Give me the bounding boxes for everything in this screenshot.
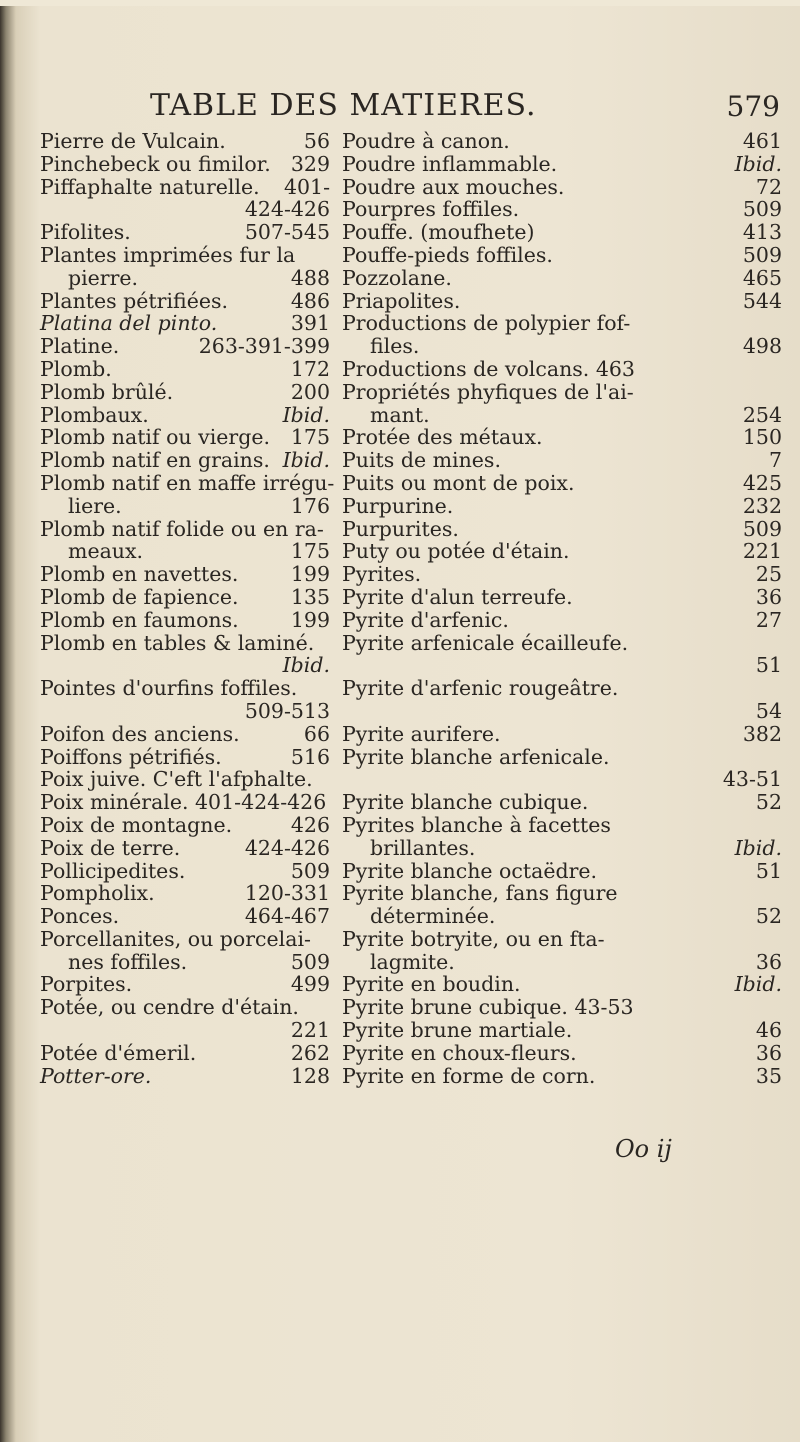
entry-text: Pyrites blanche à facettes: [342, 812, 611, 837]
entry-text: Pyrite blanche arfenicale.: [342, 744, 610, 769]
entry-text: Pourpres foffiles.: [342, 197, 520, 222]
entry-text: Poudre inflammable.: [342, 151, 558, 176]
entry-text: Piffaphalte naturelle.: [40, 174, 260, 199]
index-entry: [40, 791, 330, 814]
entry-text: files.: [370, 334, 420, 359]
signature-mark: Oo ij: [615, 1135, 672, 1163]
index-entry: [40, 130, 330, 153]
index-entry: [40, 312, 330, 335]
entry-page-ref: 72: [755, 174, 782, 199]
index-entry: [342, 312, 782, 335]
index-entry: [342, 1019, 782, 1042]
entry-text: brillantes.: [370, 835, 476, 860]
index-entry: [342, 518, 782, 541]
entry-page-ref: Ibid.: [734, 835, 782, 860]
entry-text: Pyrite botryite, ou en fta-: [342, 926, 605, 951]
entry-text: Pyrite aurifere.: [342, 721, 501, 746]
entry-text: Priapolites.: [342, 288, 461, 313]
index-entry: [342, 472, 782, 495]
index-entry: [342, 221, 782, 244]
entry-page-ref: 221: [290, 1018, 330, 1043]
index-entry: [40, 563, 330, 586]
entry-text: Puty ou potée d'étain.: [342, 539, 570, 564]
entry-page-ref: 175: [290, 425, 330, 450]
index-entry: [40, 221, 330, 244]
index-entry: [342, 768, 782, 791]
index-entry: [342, 563, 782, 586]
index-entry: [342, 153, 782, 176]
index-entry: [342, 244, 782, 267]
entry-page-ref: 199: [290, 607, 330, 632]
entry-page-ref: 461: [742, 129, 782, 153]
index-entry: [40, 198, 330, 221]
entry-text: Plomb brûlé.: [40, 379, 174, 404]
index-entry: [342, 1065, 782, 1088]
index-entry: [40, 404, 330, 427]
entry-text: Potée, ou cendre d'étain.: [40, 995, 299, 1020]
index-entry: [40, 609, 330, 632]
entry-page-ref: 464-467: [244, 904, 330, 929]
index-entry: [40, 973, 330, 996]
entry-text: Pyrite arfenicale écailleufe.: [342, 630, 629, 655]
index-entry: [342, 1042, 782, 1065]
index-entry: [342, 176, 782, 199]
entry-page-ref: 135: [290, 584, 330, 609]
entry-page-ref: 507-545: [244, 220, 330, 245]
entry-text: Plomb en tables & laminé.: [40, 630, 315, 655]
entry-page-ref: 199: [290, 562, 330, 587]
index-entry: [40, 632, 330, 655]
entry-text: Pifolites.: [40, 220, 131, 245]
entry-text: Plantes imprimées fur la: [40, 242, 296, 267]
header-title: TABLE DES MATIERES.: [150, 88, 537, 123]
entry-text: Pointes d'ourfins foffiles.: [40, 676, 298, 701]
index-entry: [40, 586, 330, 609]
entry-text: Pyrite brune martiale.: [342, 1018, 573, 1043]
index-entry: [40, 723, 330, 746]
entry-page-ref: 544: [742, 288, 782, 313]
index-entry: [342, 267, 782, 290]
entry-page-ref: 25: [755, 562, 782, 587]
index-entry: [342, 700, 782, 723]
entry-text: Potter-ore.: [40, 1063, 152, 1088]
entry-page-ref: 413: [742, 220, 782, 245]
index-entry: [40, 905, 330, 928]
entry-page-ref: 176: [290, 493, 330, 518]
entry-page-ref: Ibid.: [734, 151, 782, 176]
index-entry: [342, 905, 782, 928]
index-entry: [342, 358, 782, 381]
index-entry: [342, 973, 782, 996]
entry-text: Poix de montagne.: [40, 812, 233, 837]
entry-page-ref: 150: [742, 425, 782, 450]
entry-text: Poudre aux mouches.: [342, 174, 565, 199]
index-entry: [342, 654, 782, 677]
entry-page-ref: 424-426: [244, 197, 330, 222]
left-index-column: [40, 129, 335, 1088]
entry-page-ref: 7: [768, 448, 782, 473]
entry-text: Pyrite d'arfenic rougeâtre.: [342, 676, 619, 701]
entry-page-ref: 509: [290, 858, 330, 883]
entry-page-ref: 120-331: [244, 881, 330, 906]
index-entry: [342, 381, 782, 404]
entry-text: Puits de mines.: [342, 448, 501, 473]
entry-page-ref: 52: [755, 790, 782, 815]
entry-text: Pouffe-pieds foffiles.: [342, 242, 553, 267]
index-entry: [40, 882, 330, 905]
entry-page-ref: 509: [290, 949, 330, 974]
entry-text: Pompholix.: [40, 881, 155, 906]
entry-text: liere.: [68, 493, 122, 518]
entry-text: Poifon des anciens.: [40, 721, 240, 746]
index-entry: [342, 198, 782, 221]
entry-page-ref: 128: [290, 1063, 330, 1088]
entry-text: Platina del pinto.: [40, 311, 218, 336]
index-entry: [40, 470, 335, 495]
index-entry: [342, 290, 782, 313]
entry-page-ref: 232: [742, 493, 782, 518]
entry-text: lagmite.: [370, 949, 455, 974]
entry-text: Ponces.: [40, 904, 120, 929]
entry-page-ref: 426: [290, 812, 330, 837]
entry-page-ref: 465: [742, 265, 782, 290]
entry-text: Poudre à canon.: [342, 129, 510, 153]
index-entry: [342, 540, 782, 563]
entry-page-ref: 509: [742, 242, 782, 267]
entry-page-ref: 499: [290, 972, 330, 997]
entry-text: Pouffe. (moufhete): [342, 220, 535, 245]
entry-text: Potée d'émeril.: [40, 1040, 197, 1065]
entry-page-ref: 43-51: [722, 767, 782, 792]
entry-page-ref: 35: [755, 1063, 782, 1088]
entry-page-ref: 509: [742, 516, 782, 541]
index-entry: [40, 290, 330, 313]
index-entry: [342, 837, 782, 860]
entry-text: Plomb de fapience.: [40, 584, 239, 609]
entry-text: Puits ou mont de poix.: [342, 470, 575, 495]
entry-page-ref: Ibid.: [282, 653, 330, 678]
page-number: 579: [726, 90, 780, 123]
index-entry: [40, 1019, 330, 1042]
entry-text: Plomb en navettes.: [40, 562, 239, 587]
index-entry: [342, 677, 782, 700]
entry-text: Plomb en faumons.: [40, 607, 239, 632]
index-entry: [342, 723, 782, 746]
entry-text: Poix juive. C'eft l'afphalte.: [40, 767, 313, 792]
entry-text: Pyrite blanche, fans figure: [342, 881, 618, 906]
entry-text: Poiffons pétrifiés.: [40, 744, 222, 769]
entry-page-ref: 391: [290, 311, 330, 336]
index-entry: [342, 449, 782, 472]
entry-page-ref: 51: [755, 858, 782, 883]
index-entry: [40, 267, 330, 290]
index-entry: [40, 654, 330, 677]
index-entry: [40, 996, 330, 1019]
entry-page-ref: 425: [742, 470, 782, 495]
index-entry: [342, 404, 782, 427]
entry-text: Plomb natif en grains.: [40, 448, 270, 473]
index-entry: [40, 335, 330, 358]
page-top-edge: [0, 0, 800, 6]
index-entry: [342, 632, 782, 655]
entry-page-ref: Ibid.: [282, 448, 330, 473]
index-entry: [342, 860, 782, 883]
index-entry: [342, 951, 782, 974]
entry-page-ref: 498: [742, 334, 782, 359]
entry-page-ref: Ibid.: [282, 402, 330, 427]
entry-page-ref: Ibid.: [734, 972, 782, 997]
entry-text: Pollicipedites.: [40, 858, 186, 883]
entry-text: Poix minérale. 401-424-426: [40, 790, 327, 815]
index-entry: [40, 540, 330, 563]
entry-text: Pozzolane.: [342, 265, 452, 290]
index-entry: [342, 335, 782, 358]
index-entry: [40, 928, 330, 951]
entry-page-ref: 54: [755, 698, 782, 723]
entry-text: Pyrite blanche octaëdre.: [342, 858, 598, 883]
entry-text: Purpurine.: [342, 493, 454, 518]
index-entry: [40, 951, 330, 974]
entry-text: Pyrite d'arfenic.: [342, 607, 509, 632]
entry-page-ref: 262: [290, 1040, 330, 1065]
entry-page-ref: 486: [290, 288, 330, 313]
entry-page-ref: 254: [742, 402, 782, 427]
index-entry: [342, 746, 782, 769]
entry-page-ref: 51: [755, 653, 782, 678]
entry-page-ref: 221: [742, 539, 782, 564]
entry-text: Pierre de Vulcain.: [40, 129, 226, 153]
entry-text: Plomb.: [40, 356, 112, 381]
entry-text: mant.: [370, 402, 430, 427]
entry-text: Platine.: [40, 334, 120, 359]
entry-page-ref: 488: [290, 265, 330, 290]
entry-page-ref: 401-: [283, 174, 330, 199]
entry-text: Plombaux.: [40, 402, 149, 427]
index-entry: [342, 928, 782, 951]
index-entry: [40, 449, 330, 472]
index-entry: [40, 1065, 330, 1088]
index-entry: [40, 381, 330, 404]
entry-page-ref: 200: [290, 379, 330, 404]
entry-page-ref: 172: [290, 356, 330, 381]
index-entry: [40, 153, 330, 176]
index-entry: [40, 176, 330, 199]
index-entry: [40, 1042, 330, 1065]
index-entry: [342, 495, 782, 518]
entry-text: Porcellanites, ou porcelai-: [40, 926, 311, 951]
entry-text: Pinchebeck ou fimilor.: [40, 151, 271, 176]
entry-text: Purpurites.: [342, 516, 459, 541]
entry-page-ref: 329: [290, 151, 330, 176]
index-entry: [342, 814, 782, 837]
entry-text: pierre.: [68, 265, 139, 290]
entry-text: nes foffiles.: [68, 949, 188, 974]
entry-page-ref: 509: [742, 197, 782, 222]
index-entry: [40, 768, 330, 791]
entry-text: Plomb natif en maffe irrégu-: [40, 470, 335, 495]
index-entry: [40, 746, 330, 769]
index-entry: [342, 426, 782, 449]
entry-page-ref: 52: [755, 904, 782, 929]
entry-text: Plantes pétrifiées.: [40, 288, 229, 313]
index-entry: [40, 518, 330, 541]
index-entry: [40, 700, 330, 723]
entry-text: Productions de polypier fof-: [342, 311, 631, 336]
entry-text: Pyrite en forme de corn.: [342, 1063, 596, 1088]
entry-text: Porpites.: [40, 972, 133, 997]
entry-text: Poix de terre.: [40, 835, 181, 860]
entry-page-ref: 382: [742, 721, 782, 746]
index-entry: [342, 130, 782, 153]
index-entry: [40, 814, 330, 837]
entry-text: Propriétés phyfiques de l'ai-: [342, 379, 634, 404]
entry-text: déterminée.: [370, 904, 496, 929]
index-entry: [40, 358, 330, 381]
running-header: [150, 88, 780, 128]
index-entry: [40, 244, 330, 267]
index-entry: [40, 426, 330, 449]
entry-text: Pyrite brune cubique. 43-53: [342, 995, 634, 1020]
entry-page-ref: 56: [303, 129, 330, 153]
index-entry: [40, 495, 330, 518]
entry-page-ref: 46: [755, 1018, 782, 1043]
entry-page-ref: 36: [755, 584, 782, 609]
entry-page-ref: 424-426: [244, 835, 330, 860]
index-entry: [342, 791, 782, 814]
entry-text: Plomb natif folide ou en ra-: [40, 516, 324, 541]
index-entry: [342, 882, 782, 905]
index-entry: [40, 837, 330, 860]
entry-page-ref: 36: [755, 949, 782, 974]
entry-page-ref: 66: [303, 721, 330, 746]
entry-text: Pyrite d'alun terreufe.: [342, 584, 573, 609]
entry-text: Protée des métaux.: [342, 425, 543, 450]
entry-page-ref: 509-513: [244, 698, 330, 723]
entry-page-ref: 263-391-399: [198, 334, 330, 359]
index-entry: [342, 996, 782, 1019]
entry-page-ref: 36: [755, 1040, 782, 1065]
index-entry: [40, 677, 330, 700]
entry-text: Productions de volcans. 463: [342, 356, 635, 381]
index-entry: [342, 586, 782, 609]
entry-page-ref: 175: [290, 539, 330, 564]
entry-text: Plomb natif ou vierge.: [40, 425, 270, 450]
entry-text: Pyrite en choux-fleurs.: [342, 1040, 577, 1065]
entry-page-ref: 516: [290, 744, 330, 769]
entry-text: meaux.: [68, 539, 144, 564]
entry-page-ref: 27: [755, 607, 782, 632]
index-entry: [40, 860, 330, 883]
index-entry: [342, 609, 782, 632]
entry-text: Pyrite blanche cubique.: [342, 790, 589, 815]
right-index-column: [342, 130, 782, 1087]
entry-text: Pyrite en boudin.: [342, 972, 521, 997]
entry-text: Pyrites.: [342, 562, 422, 587]
